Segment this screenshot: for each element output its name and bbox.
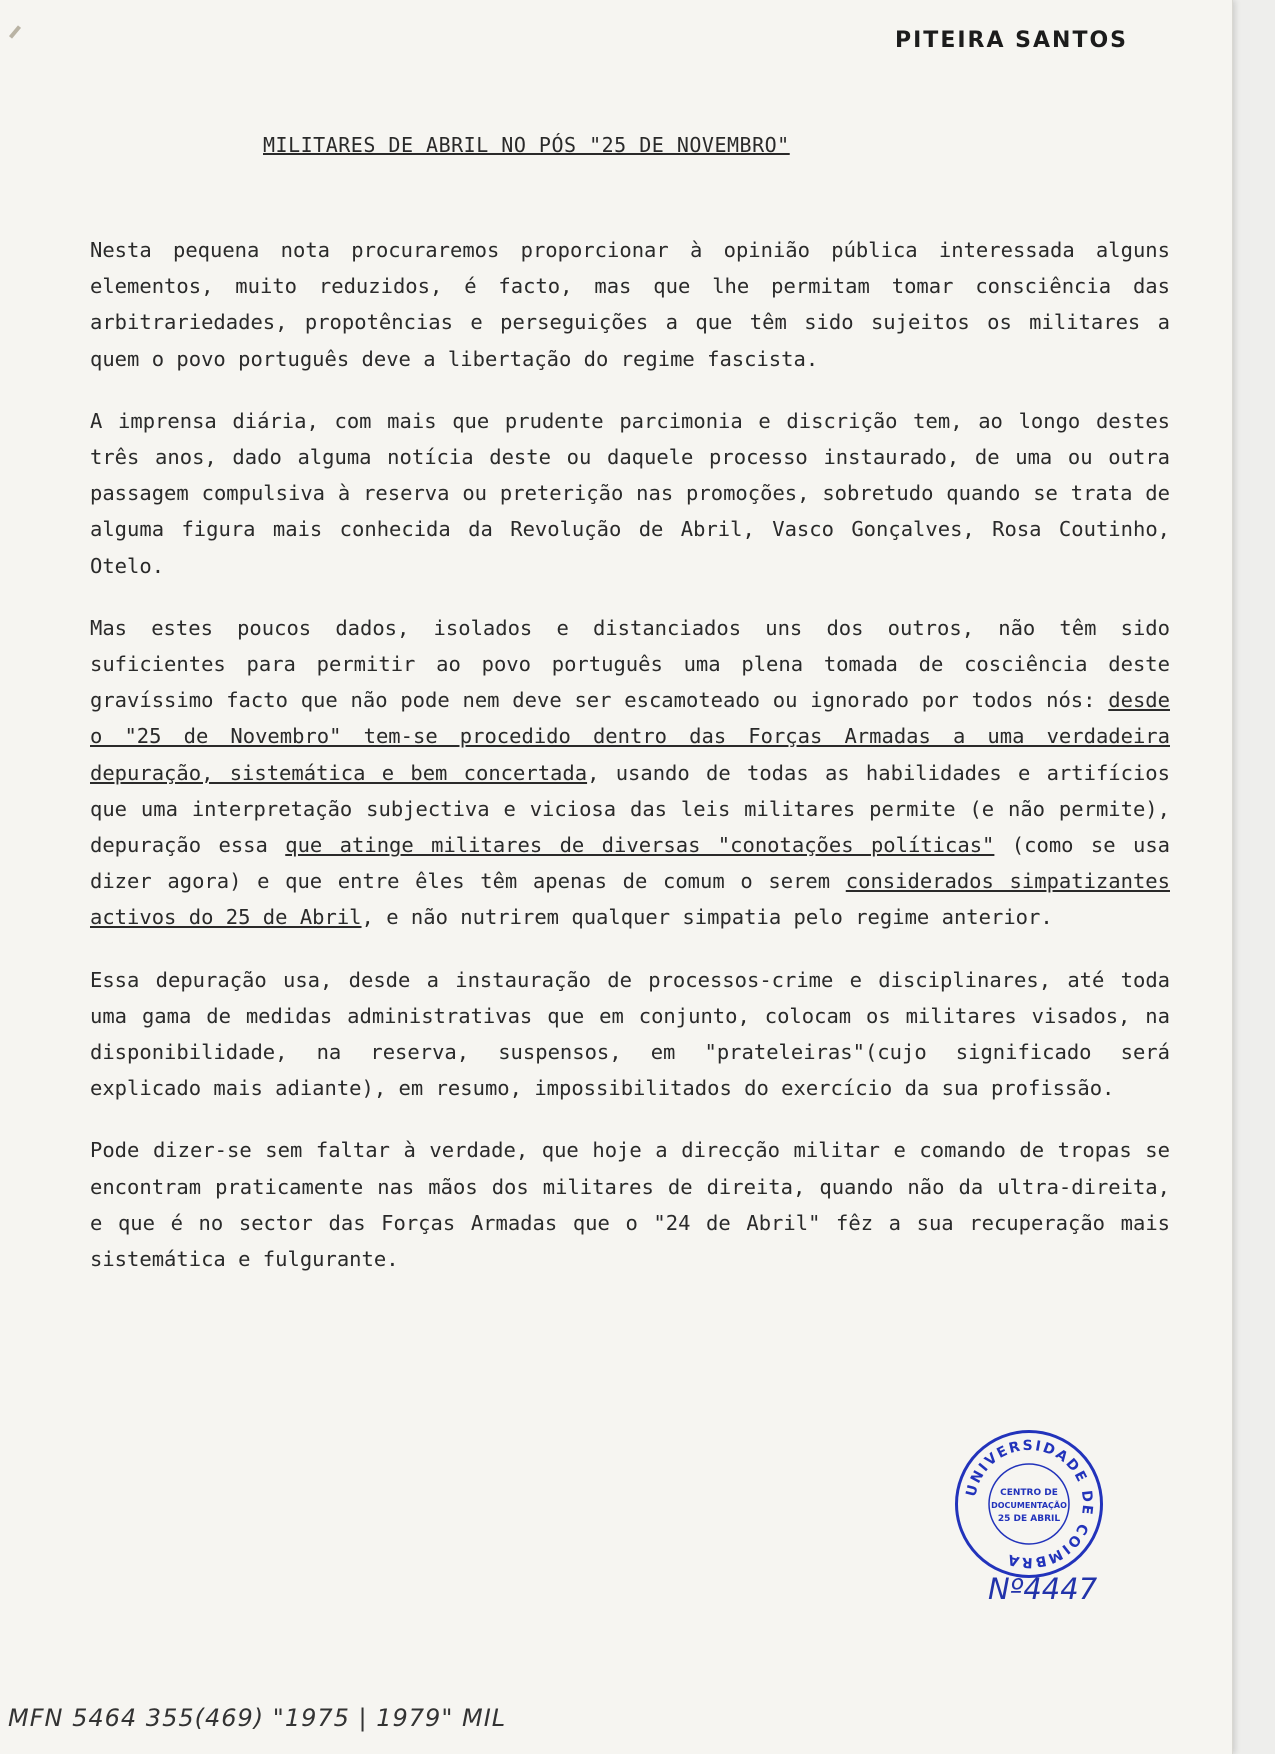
paragraph-3-text-3: (como se usa dizer agora) e que entre êles têm apenas de comum o serem (90, 833, 1170, 894)
archive-stamp (955, 1430, 1103, 1578)
stamp-seal (958, 1433, 1100, 1575)
paragraph-3-text-1: Mas estes poucos dados, isolados e distanciados uns dos outros, não têm sido suficientes para permitir ao povo português uma plena tomada de cosciência deste gravíssimo facto que não pode nem deve ser escamoteado ou ignorado por todos nós: (90, 615, 1170, 713)
underlined-phrase-3: considerados simpatizantes activos do 25 de Abril (90, 869, 1170, 930)
stamp-line-1: CENTRO DE (1000, 1488, 1058, 1498)
catalog-reference: MFN 5464 355(469) "1975 | 1979" MIL (8, 1704, 507, 1732)
staple-mark (9, 25, 21, 38)
document-body (90, 232, 1170, 1303)
stamp-ring-text: UNIVERSIDADE DE COIMBRA (963, 1437, 1096, 1571)
stamp-line-3: 25 DE ABRIL (997, 1514, 1061, 1524)
document-title: MILITARES DE ABRIL NO PÓS "25 DE NOVEMBRO" (263, 133, 790, 157)
paragraph-4: Essa depuração usa, desde a instauração de processos-crime e disciplinares, até toda uma gama de medidas administrativas que em conjunto, colocam os militares visados, na disponibilidade, na reserva, suspensos, em "prateleiras"(cujo significado será explicado mais adiante), em resumo, impossibilitados do exercício da sua profissão. (90, 967, 1170, 1101)
author-name: PITEIRA SANTOS (895, 28, 1128, 53)
paragraph-3-text-2: , usando de todas as habilidades e artifícios que uma interpretação subjectiva e viciosa das leis militares permite (e não permite), depuração essa (90, 760, 1170, 858)
stamp-handwritten-number: Nº4447 (988, 1572, 1098, 1606)
stamp-line-2: DOCUMENTAÇÃO (991, 1501, 1067, 1510)
underlined-phrase-2: que atinge militares de diversas "conotações políticas" (285, 833, 995, 858)
paragraph-3 (90, 610, 1170, 936)
paragraph-5: Pode dizer-se sem faltar à verdade, que hoje a direcção militar e comando de tropas se encontram praticamente nas mãos dos militares de direita, quando não da ultra-direita, e que é no sector das Forças Armadas que o "24 de Abril" fêz a sua recuperação mais sistemática e fulgurante. (90, 1138, 1170, 1272)
underlined-phrase-1: desde o "25 de Novembro" tem-se procedido dentro das Forças Armadas a uma verdadeira depuração, sistemática e bem concertada (90, 688, 1170, 785)
paragraph-1: Nesta pequena nota procuraremos proporcionar à opinião pública interessada alguns elementos, muito reduzidos, é facto, mas que lhe permitam tomar consciência das arbitrariedades, propotências e perseguições a que têm sido sujeitos os militares a quem o povo português deve a libertação do regime fascista. (90, 238, 1170, 371)
paragraph-3-text-4: , e não nutrirem qualquer simpatia pelo regime anterior. (361, 905, 1053, 930)
paragraph-2: A imprensa diária, com mais que prudente parcimonia e discrição tem, ao longo destes três anos, dado alguma notícia deste ou daquele processo instaurado, de uma ou outra passagem compulsiva à reserva ou preterição nas promoções, sobretudo quando se trata de alguma figura mais conhecida da Revolução de Abril, Vasco Gonçalves, Rosa Coutinho, Otelo. (90, 408, 1170, 578)
